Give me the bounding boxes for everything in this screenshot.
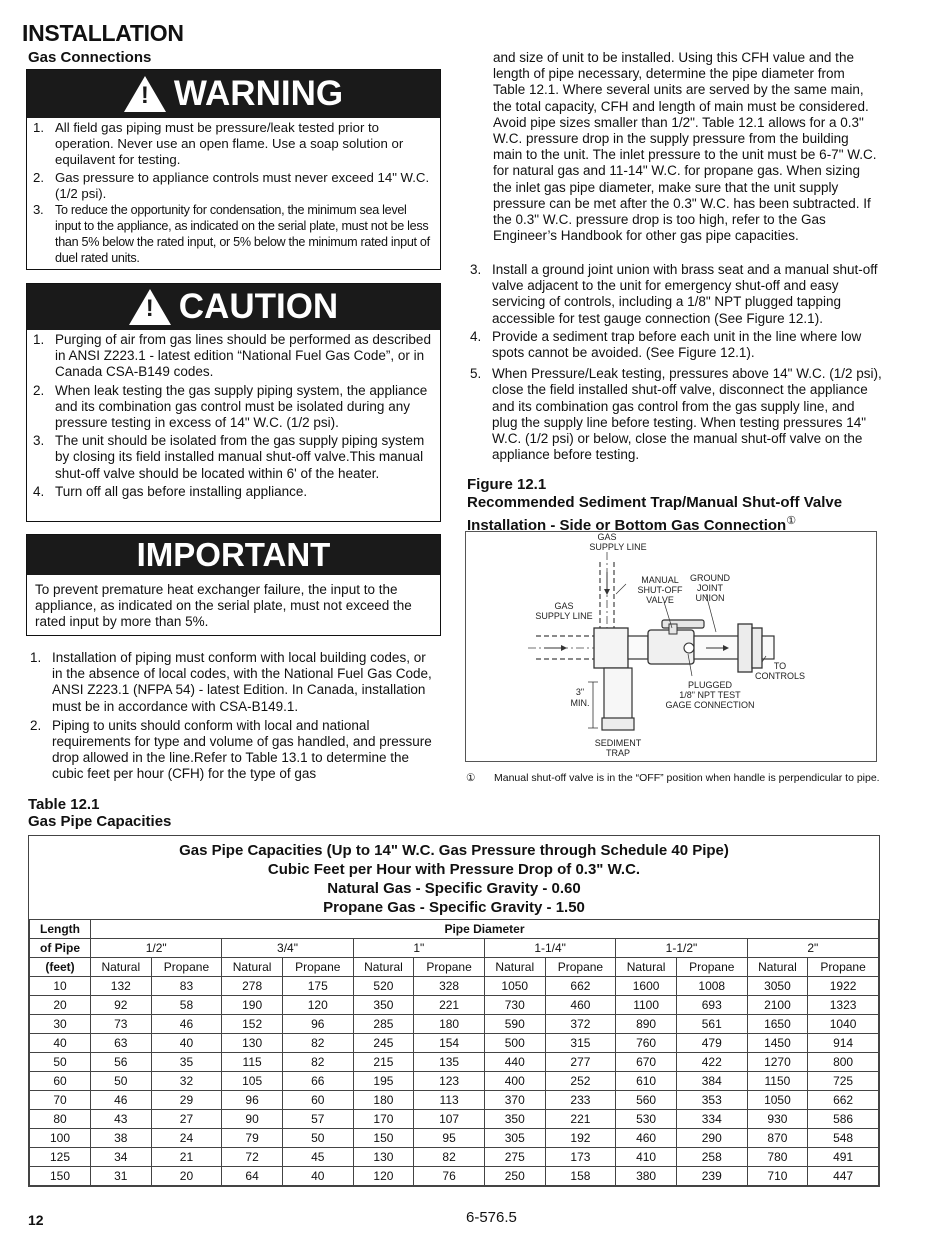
capacity-cell: 1922: [808, 977, 879, 996]
capacity-cell: 76: [414, 1167, 485, 1186]
capacity-cell: 258: [676, 1148, 747, 1167]
capacity-cell: 1323: [808, 996, 879, 1015]
valve-handle: [662, 620, 704, 628]
capacity-cell: 40: [151, 1034, 222, 1053]
capacity-cell: 780: [747, 1148, 808, 1167]
length-cell: 150: [30, 1167, 91, 1186]
capacity-cell: 239: [676, 1167, 747, 1186]
left-install-list: [24, 650, 438, 783]
capacity-cell: 1100: [616, 996, 677, 1015]
diameter-header: 1-1/4": [484, 939, 615, 958]
doc-number: 6-576.5: [466, 1209, 517, 1226]
capacity-cell: 73: [91, 1015, 152, 1034]
capacity-cell: 334: [676, 1110, 747, 1129]
capacity-cell: 72: [222, 1148, 283, 1167]
warning-icon: !: [124, 76, 166, 112]
caution-item: 4. Turn off all gas before installing appliance.: [33, 483, 308, 499]
capacity-cell: 29: [151, 1091, 222, 1110]
capacity-cell: 130: [222, 1034, 283, 1053]
label-min: MIN.: [570, 698, 590, 708]
section-title: INSTALLATION: [22, 20, 184, 46]
table-label: [28, 796, 171, 830]
caution-title: CAUTION: [178, 287, 339, 326]
capacity-cell: 440: [484, 1053, 545, 1072]
capacity-cell: 491: [808, 1148, 879, 1167]
capacity-cell: 154: [414, 1034, 485, 1053]
label-3in: 3": [575, 687, 585, 697]
gas-type-header: Natural: [616, 958, 677, 977]
capacity-cell: 3050: [747, 977, 808, 996]
capacity-cell: 328: [414, 977, 485, 996]
capacity-cell: 670: [616, 1053, 677, 1072]
right-install-list: [464, 262, 882, 463]
table-heading-line: Gas Pipe Capacities (Up to 14" W.C. Gas Pressure through Schedule 40 Pipe): [179, 842, 729, 859]
capacity-cell: 120: [353, 1167, 414, 1186]
gas-type-header: Propane: [414, 958, 485, 977]
capacity-cell: 662: [808, 1091, 879, 1110]
capacity-cell: 2100: [747, 996, 808, 1015]
capacity-cell: 107: [414, 1110, 485, 1129]
install-step: 3. Install a ground joint union with brass seat and a manual shut-off valve adjacent to the unit for emergency shut-off and easy servicing of controls, including a 1/8" NPT plugged tapping accessible for test gauge connection (See Figure 12.1).: [470, 262, 878, 326]
capacity-cell: 45: [282, 1148, 353, 1167]
capacity-cell: 561: [676, 1015, 747, 1034]
table-row: [30, 1072, 879, 1091]
capacity-cell: 56: [91, 1053, 152, 1072]
length-header: (feet): [30, 958, 91, 977]
length-header: Length: [30, 920, 91, 939]
capacity-cell: 82: [282, 1034, 353, 1053]
capacity-cell: 460: [545, 996, 616, 1015]
install-step: 1. Installation of piping must conform with local building codes, or in the absence of local codes, with the National Fuel Gas Code, ANSI Z223.1 (NFPA 54) - latest Edition. In Canada, installation must be in accordance with CSA-B149.1.: [30, 650, 432, 714]
capacity-cell: 50: [91, 1072, 152, 1091]
sediment-trap-diagram: [466, 532, 876, 761]
capacity-cell: 870: [747, 1129, 808, 1148]
length-cell: 125: [30, 1148, 91, 1167]
caution-item: 3. The unit should be isolated from the gas supply piping system by closing its field installed manual shut-off valve.This manual shut-off valve should be located within 6' of the heater.: [33, 433, 425, 481]
figure-number: Figure 12.1: [467, 476, 547, 493]
capacity-cell: 105: [222, 1072, 283, 1091]
gas-pipe-table-frame: [28, 835, 880, 1187]
capacity-cell: 305: [484, 1129, 545, 1148]
capacity-cell: 1600: [616, 977, 677, 996]
diameter-header: 1/2": [91, 939, 222, 958]
capacity-cell: 372: [545, 1015, 616, 1034]
capacity-cell: 43: [91, 1110, 152, 1129]
table-row: [30, 1110, 879, 1129]
caution-box: [26, 283, 441, 522]
capacity-cell: 725: [808, 1072, 879, 1091]
label-plugged: PLUGGED: [687, 680, 733, 690]
capacity-cell: 586: [808, 1110, 879, 1129]
capacity-cell: 1050: [484, 977, 545, 996]
figure-caption-line2: Installation - Side or Bottom Gas Connection: [467, 517, 787, 534]
capacity-cell: 353: [676, 1091, 747, 1110]
capacity-cell: 221: [545, 1110, 616, 1129]
capacity-cell: 130: [353, 1148, 414, 1167]
capacity-cell: 46: [151, 1015, 222, 1034]
table-row: [30, 1129, 879, 1148]
capacity-cell: 190: [222, 996, 283, 1015]
capacity-cell: 662: [545, 977, 616, 996]
test-plug: [684, 643, 694, 653]
capacity-cell: 350: [353, 996, 414, 1015]
capacity-cell: 315: [545, 1034, 616, 1053]
capacity-cell: 1040: [808, 1015, 879, 1034]
install-step: 5. When Pressure/Leak testing, pressures above 14" W.C. (1/2 psi), close the field installed shut-off valve, disconnect the appliance and its combination gas control from the gas supply line, and plug the supply line before testing. When testing pressures 14" W.C. (1/2 psi) or below, close the manual shut-off valve on the appliance before testing.: [470, 366, 882, 463]
capacity-cell: 275: [484, 1148, 545, 1167]
capacity-cell: 530: [616, 1110, 677, 1129]
install-step: 4. Provide a sediment trap before each unit in the line where low spots cannot be avoided. (See Figure 12.1).: [470, 328, 862, 361]
table-row: [30, 1167, 879, 1186]
capacity-cell: 278: [222, 977, 283, 996]
important-header: [27, 535, 440, 575]
footnote-mark: ①: [786, 515, 797, 527]
length-cell: 20: [30, 996, 91, 1015]
capacity-cell: 760: [616, 1034, 677, 1053]
capacity-cell: 96: [282, 1015, 353, 1034]
capacity-cell: 38: [91, 1129, 152, 1148]
label-sediment: SEDIMENT: [594, 738, 642, 748]
caution-item: 2. When leak testing the gas supply piping system, the appliance and its combination gas control must be isolated during any pressure testing in excess of 14" W.C. (1/2 psi).: [33, 382, 428, 431]
capacity-cell: 370: [484, 1091, 545, 1110]
capacity-cell: 479: [676, 1034, 747, 1053]
tee-fitting: [594, 628, 628, 668]
capacity-cell: 158: [545, 1167, 616, 1186]
capacity-cell: 285: [353, 1015, 414, 1034]
warning-list: [27, 118, 440, 266]
label-joint: JOINT: [697, 583, 723, 593]
label-to: TO: [773, 661, 787, 671]
capacity-cell: 350: [484, 1110, 545, 1129]
capacity-cell: 422: [676, 1053, 747, 1072]
capacity-cell: 447: [808, 1167, 879, 1186]
capacity-cell: 135: [414, 1053, 485, 1072]
capacity-cell: 82: [282, 1053, 353, 1072]
capacity-cell: 730: [484, 996, 545, 1015]
table-row: [30, 996, 879, 1015]
table-row: [30, 977, 879, 996]
label-supply-left: SUPPLY LINE: [535, 611, 593, 621]
capacity-cell: 221: [414, 996, 485, 1015]
length-cell: 70: [30, 1091, 91, 1110]
warning-item: 1. All field gas piping must be pressure/leak tested prior to operation. Never use an open flame. Use a soap solution or equilavent for testing.: [33, 120, 404, 167]
capacity-cell: 92: [91, 996, 152, 1015]
figure-caption-line1: Recommended Sediment Trap/Manual Shut-off Valve: [467, 494, 843, 511]
capacity-cell: 1050: [747, 1091, 808, 1110]
length-cell: 50: [30, 1053, 91, 1072]
capacity-cell: 693: [676, 996, 747, 1015]
gas-type-header: Natural: [484, 958, 545, 977]
capacity-cell: 35: [151, 1053, 222, 1072]
capacity-cell: 120: [282, 996, 353, 1015]
capacity-cell: 410: [616, 1148, 677, 1167]
capacity-cell: 132: [91, 977, 152, 996]
gas-type-header: Natural: [91, 958, 152, 977]
subsection-title: Gas Connections: [28, 49, 152, 66]
capacity-cell: 252: [545, 1072, 616, 1091]
table-row: [30, 1053, 879, 1072]
capacity-cell: 215: [353, 1053, 414, 1072]
table-header-row: [30, 920, 879, 939]
capacity-cell: 123: [414, 1072, 485, 1091]
capacity-cell: 79: [222, 1129, 283, 1148]
capacity-cell: 277: [545, 1053, 616, 1072]
capacity-cell: 180: [414, 1015, 485, 1034]
warning-header: [27, 70, 440, 118]
capacity-cell: 96: [222, 1091, 283, 1110]
capacity-cell: 1650: [747, 1015, 808, 1034]
gas-type-header: Propane: [676, 958, 747, 977]
capacity-cell: 27: [151, 1110, 222, 1129]
capacity-cell: 34: [91, 1148, 152, 1167]
label-gage: GAGE CONNECTION: [665, 700, 755, 710]
capacity-cell: 115: [222, 1053, 283, 1072]
important-title: IMPORTANT: [136, 536, 331, 573]
capacity-cell: 710: [747, 1167, 808, 1186]
right-continuation-text: and size of unit to be installed. Using this CFH value and the length of pipe necessary, determine the pipe diameter from Table 12.1. Where several units are served by the same main, the total capacity, CFH and length of main must be considered. Avoid pipe sizes smaller than 1/2". Table 12.1 allows for a 0.3" W.C. pressure drop in the supply pressure from the building main to the unit. The inlet pressure to the unit must be 6-7" W.C. for natural gas and 11-14" W.C. for propane gas. When sizing the inlet gas pipe diameter, make sure that the unit supply pressure can be met after the 0.3" W.C. has been subtracted. If the 0.3" W.C. pressure drop is too high, refer to the Gas Engineer’s Handbook for other gas pipe capacities.: [493, 50, 877, 244]
warning-title: WARNING: [173, 74, 344, 113]
capacity-cell: 290: [676, 1129, 747, 1148]
table-heading-line: Propane Gas - Specific Gravity - 1.50: [323, 899, 585, 916]
footnote-text: Manual shut-off valve is in the “OFF” position when handle is perpendicular to pipe.: [494, 772, 880, 784]
capacity-cell: 31: [91, 1167, 152, 1186]
capacity-cell: 400: [484, 1072, 545, 1091]
figure-footnote: [466, 772, 916, 784]
label-ground: GROUND: [690, 573, 730, 583]
diameter-header: 3/4": [222, 939, 353, 958]
table-row: [30, 1015, 879, 1034]
table-row: [30, 1091, 879, 1110]
capacity-cell: 548: [808, 1129, 879, 1148]
capacity-cell: 460: [616, 1129, 677, 1148]
capacity-cell: 250: [484, 1167, 545, 1186]
capacity-cell: 60: [282, 1091, 353, 1110]
label-controls: CONTROLS: [754, 671, 806, 681]
capacity-cell: 195: [353, 1072, 414, 1091]
capacity-cell: 1270: [747, 1053, 808, 1072]
footnote-mark-2: ①: [466, 772, 476, 784]
table-heading: [29, 836, 879, 919]
figure-caption: [467, 476, 907, 535]
warning-box: [26, 69, 441, 270]
label-manual: MANUAL: [641, 575, 679, 585]
horizontal-pipe: [628, 636, 648, 659]
capacity-cell: 50: [282, 1129, 353, 1148]
important-box: [26, 534, 441, 636]
capacity-cell: 1450: [747, 1034, 808, 1053]
diameter-header: 1-1/2": [616, 939, 747, 958]
capacity-cell: 90: [222, 1110, 283, 1129]
table-number: Table 12.1: [28, 796, 100, 813]
table-row: [30, 1034, 879, 1053]
length-cell: 30: [30, 1015, 91, 1034]
important-text: To prevent premature heat exchanger failure, the input to the appliance, as indicated on the serial plate, must not exceed the rated input by more than 5%.: [35, 582, 412, 630]
diameter-header: 2": [747, 939, 878, 958]
capacity-cell: 64: [222, 1167, 283, 1186]
table-header-row: [30, 939, 879, 958]
caution-list: [27, 330, 440, 500]
table-name: Gas Pipe Capacities: [28, 813, 172, 830]
length-cell: 40: [30, 1034, 91, 1053]
warning-item: 2. Gas pressure to appliance controls must never exceed 14" W.C. (1/2 psi).: [33, 170, 430, 201]
gas-type-header: Propane: [808, 958, 879, 977]
capacity-cell: 500: [484, 1034, 545, 1053]
length-cell: 100: [30, 1129, 91, 1148]
capacity-cell: 245: [353, 1034, 414, 1053]
capacity-cell: 930: [747, 1110, 808, 1129]
capacity-cell: 24: [151, 1129, 222, 1148]
gas-type-header: Natural: [222, 958, 283, 977]
page-number: 12: [28, 1212, 44, 1228]
capacity-cell: 1008: [676, 977, 747, 996]
capacity-cell: 914: [808, 1034, 879, 1053]
capacity-cell: 58: [151, 996, 222, 1015]
label-trap: TRAP: [605, 748, 631, 758]
capacity-cell: 520: [353, 977, 414, 996]
capacity-cell: 82: [414, 1148, 485, 1167]
capacity-cell: 150: [353, 1129, 414, 1148]
table-header-row: [30, 958, 879, 977]
warning-item: 3. To reduce the opportunity for condensation, the minimum sea level input to the appliance, as indicated on the serial plate, must not be less than 5% below the rated input, or 5% below the minimum rated input of duel rated units.: [33, 202, 430, 265]
gas-type-header: Natural: [353, 958, 414, 977]
capacity-cell: 590: [484, 1015, 545, 1034]
diameter-header: 1": [353, 939, 484, 958]
figure-diagram-frame: [465, 531, 877, 762]
gas-type-header: Natural: [747, 958, 808, 977]
capacity-cell: 1150: [747, 1072, 808, 1091]
label-gas-top: GAS: [597, 532, 617, 542]
caution-header: [27, 284, 440, 330]
table-row: [30, 1148, 879, 1167]
gas-type-header: Propane: [545, 958, 616, 977]
capacity-cell: 20: [151, 1167, 222, 1186]
capacity-cell: 175: [282, 977, 353, 996]
gas-type-header: Propane: [282, 958, 353, 977]
length-cell: 80: [30, 1110, 91, 1129]
label-supply-top: SUPPLY LINE: [589, 542, 647, 552]
capacity-cell: 57: [282, 1110, 353, 1129]
capacity-cell: 46: [91, 1091, 152, 1110]
label-shutoff: SHUT-OFF: [637, 585, 683, 595]
label-valve: VALVE: [646, 595, 674, 605]
pipe-diameter-header: Pipe Diameter: [91, 920, 879, 939]
gas-pipe-capacities-table: [29, 919, 879, 1186]
capacity-cell: 40: [282, 1167, 353, 1186]
length-header: of Pipe: [30, 939, 91, 958]
capacity-cell: 180: [353, 1091, 414, 1110]
ground-joint-union: [738, 624, 752, 672]
capacity-cell: 610: [616, 1072, 677, 1091]
label-npt-test: 1/8" NPT TEST: [679, 690, 741, 700]
length-cell: 10: [30, 977, 91, 996]
length-cell: 60: [30, 1072, 91, 1091]
install-step: 2. Piping to units should conform with local and national requirements for type and volume of gas handled, and pressure drop allowed in the line.Refer to Table 13.1 to determine the cubic feet per hour (CFH) for the type of gas: [30, 717, 432, 782]
capacity-cell: 192: [545, 1129, 616, 1148]
capacity-cell: 560: [616, 1091, 677, 1110]
label-union: UNION: [695, 593, 725, 603]
capacity-cell: 173: [545, 1148, 616, 1167]
caution-icon: !: [129, 289, 171, 325]
capacity-cell: 21: [151, 1148, 222, 1167]
capacity-cell: 152: [222, 1015, 283, 1034]
capacity-cell: 233: [545, 1091, 616, 1110]
gas-type-header: Propane: [151, 958, 222, 977]
table-heading-line: Cubic Feet per Hour with Pressure Drop of 0.3" W.C.: [267, 861, 641, 878]
capacity-cell: 83: [151, 977, 222, 996]
capacity-cell: 113: [414, 1091, 485, 1110]
capacity-cell: 384: [676, 1072, 747, 1091]
capacity-cell: 63: [91, 1034, 152, 1053]
capacity-cell: 66: [282, 1072, 353, 1091]
table-heading-line: Natural Gas - Specific Gravity - 0.60: [327, 880, 581, 897]
capacity-cell: 800: [808, 1053, 879, 1072]
capacity-cell: 170: [353, 1110, 414, 1129]
caution-item: 1. Purging of air from gas lines should be performed as described in ANSI Z223.1 - latest edition “National Fuel Gas Code”, or in Canada CSA-B149 codes.: [33, 332, 431, 380]
capacity-cell: 890: [616, 1015, 677, 1034]
capacity-cell: 380: [616, 1167, 677, 1186]
label-gas-left: GAS: [554, 601, 574, 611]
capacity-cell: 95: [414, 1129, 485, 1148]
capacity-cell: 32: [151, 1072, 222, 1091]
